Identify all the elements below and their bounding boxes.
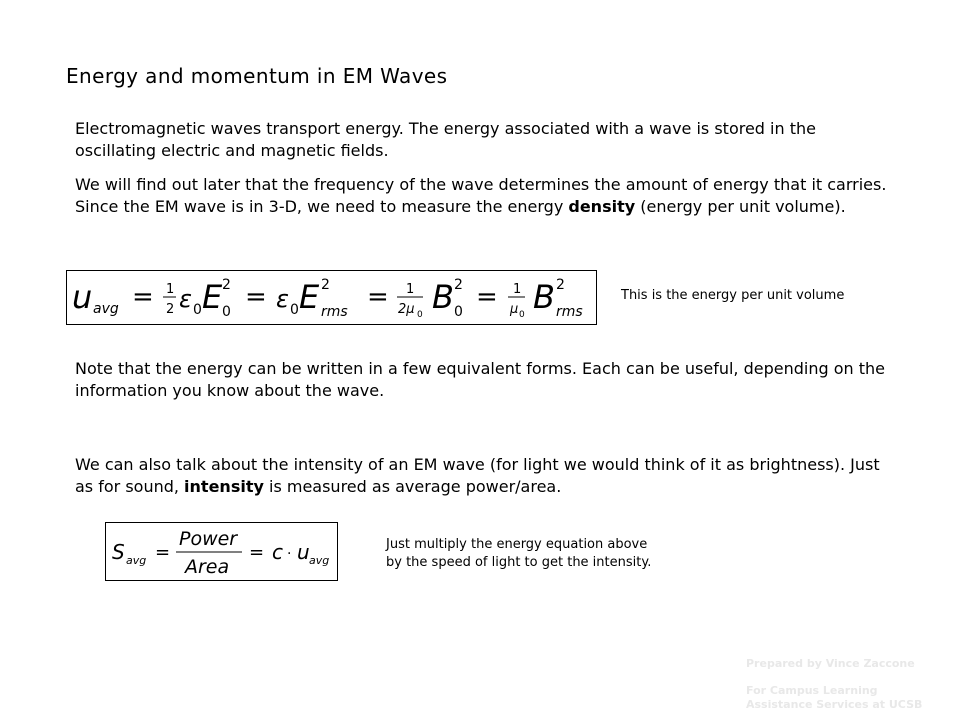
footer-credits bbox=[746, 657, 946, 712]
intensity-term: intensity bbox=[184, 477, 264, 496]
intensity-note-line-1: Just multiply the energy equation above bbox=[386, 537, 648, 552]
footer-organization: For Campus Learning Assistance Services at UCSB bbox=[746, 684, 923, 711]
footer-prepared-by: Prepared by Vince Zaccone bbox=[746, 657, 915, 670]
eq1-mu-sub: 0 bbox=[519, 310, 525, 320]
eq1-eq-1: = bbox=[132, 282, 154, 312]
energy-density-equation bbox=[66, 270, 597, 325]
eq1-eps-2: ε bbox=[276, 285, 289, 313]
intensity-note bbox=[386, 536, 651, 572]
equivalent-forms-paragraph: Note that the energy can be written in a few equivalent forms. Each can be useful, depending on the information you know about the wave. bbox=[75, 359, 885, 400]
eq1-one-2: 1 bbox=[513, 282, 522, 297]
intensity-text-before: We can also talk about the intensity of an EM wave (for light we would think of it as brightness). Just as for sound, bbox=[75, 455, 880, 496]
eq1-half-den: 2 bbox=[166, 302, 175, 317]
intensity-paragraph bbox=[75, 454, 895, 498]
eq1-E-sub-1: 0 bbox=[222, 304, 231, 320]
eq1-two-mu-sub: 0 bbox=[417, 310, 423, 320]
intensity-note-line-2: by the speed of light to get the intensity. bbox=[386, 555, 652, 570]
eq2-c: c bbox=[272, 540, 283, 564]
eq1-u-sub: avg bbox=[93, 301, 119, 317]
density-text-after: (energy per unit volume). bbox=[635, 197, 846, 216]
eq1-B-sub-2: rms bbox=[556, 304, 583, 320]
eq1-B-sub-1: 0 bbox=[454, 304, 463, 320]
eq1-E-1: E bbox=[202, 278, 223, 316]
eq1-B-sup-2: 2 bbox=[556, 277, 565, 293]
eq1-two-mu: 2μ bbox=[398, 302, 415, 317]
eq2-u-sub: avg bbox=[309, 554, 330, 567]
eq1-eq-4: = bbox=[476, 282, 498, 312]
eq2-S-sub: avg bbox=[126, 554, 147, 567]
energy-density-formula bbox=[67, 271, 596, 324]
eq2-u: u bbox=[297, 540, 310, 564]
eq2-eq-2: = bbox=[249, 542, 265, 563]
eq1-E-sup-1: 2 bbox=[222, 277, 231, 293]
intensity-formula bbox=[106, 523, 337, 580]
eq1-B-2: B bbox=[533, 278, 555, 316]
intensity-text-after: is measured as average power/area. bbox=[263, 477, 562, 496]
eq2-S: S bbox=[112, 540, 125, 564]
intro-paragraph: Electromagnetic waves transport energy. The energy associated with a wave is stored in the oscillating electric and magnetic fields. bbox=[75, 119, 816, 160]
eq2-eq-1: = bbox=[155, 542, 171, 563]
eq1-u: u bbox=[72, 278, 93, 316]
eq1-eps-sub-2: 0 bbox=[290, 302, 299, 318]
eq1-eq-2: = bbox=[245, 282, 267, 312]
eq1-eps-sub-1: 0 bbox=[193, 302, 202, 318]
eq1-eq-3: = bbox=[367, 282, 389, 312]
page-title: Energy and momentum in EM Waves bbox=[66, 64, 448, 88]
eq1-E-sup-2: 2 bbox=[321, 277, 330, 293]
density-text-before: We will find out later that the frequency of the wave determines the amount of energy that it carries. Since the EM wave is in 3-D, we need to measure the energy bbox=[75, 175, 887, 216]
eq1-E-2: E bbox=[299, 278, 320, 316]
density-term: density bbox=[568, 197, 636, 216]
eq1-E-sub-2: rms bbox=[321, 304, 348, 320]
eq2-area: Area bbox=[185, 556, 230, 578]
eq2-power: Power bbox=[179, 528, 238, 550]
eq1-half-num: 1 bbox=[166, 282, 175, 297]
energy-density-note: This is the energy per unit volume bbox=[621, 288, 845, 303]
eq1-B-1: B bbox=[432, 278, 454, 316]
density-paragraph bbox=[75, 174, 895, 218]
eq1-eps-1: ε bbox=[179, 285, 192, 313]
eq1-mu: μ bbox=[510, 302, 519, 317]
intensity-equation bbox=[105, 522, 338, 581]
eq1-B-sup-1: 2 bbox=[454, 277, 463, 293]
eq1-one-1: 1 bbox=[406, 282, 415, 297]
eq2-dot: · bbox=[287, 546, 292, 562]
